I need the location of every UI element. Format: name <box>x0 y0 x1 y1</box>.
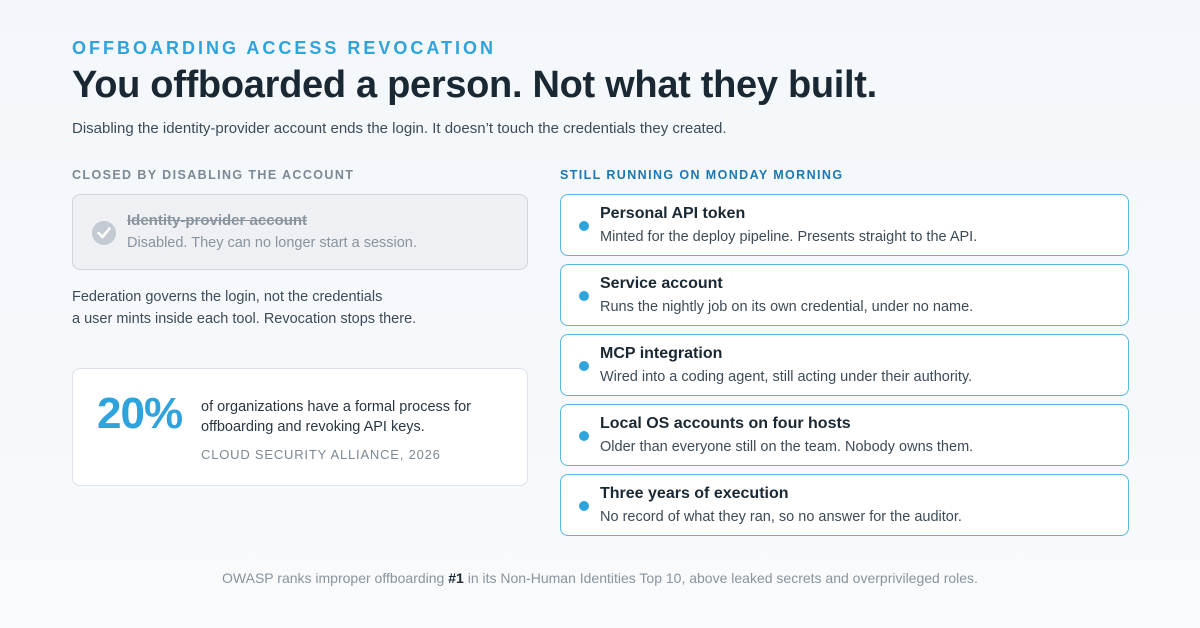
bullet-icon <box>579 361 589 371</box>
running-item-title: Personal API token <box>600 205 746 222</box>
running-item-title: MCP integration <box>600 345 723 362</box>
federation-note-line: a user mints inside each tool. Revocation stops there. <box>72 311 417 327</box>
running-item <box>560 404 1129 466</box>
closed-section-label: CLOSED BY DISABLING THE ACCOUNT <box>72 168 355 182</box>
check-circle-icon <box>92 221 116 245</box>
running-section-label: STILL RUNNING ON MONDAY MORNING <box>560 168 844 182</box>
running-list <box>560 194 1129 544</box>
footer-note <box>0 570 1200 586</box>
federation-note-line: Federation governs the login, not the credentials <box>72 289 383 305</box>
closed-account-card <box>72 194 528 270</box>
footer-rank: #1 <box>448 570 464 586</box>
footer-text-after: in its Non-Human Identities Top 10, above leaked secrets and overprivileged roles. <box>463 570 978 586</box>
stat-source: CLOUD SECURITY ALLIANCE, 2026 <box>201 447 441 462</box>
running-item-title: Service account <box>600 275 723 292</box>
running-item-description: No record of what they ran, so no answer for the auditor. <box>600 509 962 525</box>
running-item <box>560 194 1129 256</box>
bullet-icon <box>579 291 589 301</box>
closed-account-title: Identity-provider account <box>127 212 308 229</box>
running-item-description: Wired into a coding agent, still acting under their authority. <box>600 369 973 385</box>
stat-card <box>72 368 528 486</box>
running-item <box>560 264 1129 326</box>
closed-account-description: Disabled. They can no longer start a session. <box>127 235 417 251</box>
page-subtitle: Disabling the identity-provider account ends the login. It doesn’t touch the credentials they created. <box>72 120 727 137</box>
bullet-icon <box>579 431 589 441</box>
federation-note <box>72 286 472 330</box>
running-item-description: Older than everyone still on the team. Nobody owns them. <box>600 439 974 455</box>
footer-text-before: OWASP ranks improper offboarding <box>222 570 449 586</box>
bullet-icon <box>579 221 589 231</box>
running-item-title: Local OS accounts on four hosts <box>600 415 851 432</box>
running-item <box>560 474 1129 536</box>
bullet-icon <box>579 501 589 511</box>
stat-number: 20% <box>97 389 183 438</box>
running-item <box>560 334 1129 396</box>
running-item-description: Runs the nightly job on its own credential, under no name. <box>600 299 974 315</box>
running-item-title: Three years of execution <box>600 485 789 502</box>
stat-text: of organizations have a formal process for offboarding and revoking API keys. <box>201 399 471 435</box>
page-title: You offboarded a person. Not what they built. <box>72 64 877 106</box>
running-item-description: Minted for the deploy pipeline. Presents straight to the API. <box>600 229 978 245</box>
eyebrow: OFFBOARDING ACCESS REVOCATION <box>72 38 497 58</box>
